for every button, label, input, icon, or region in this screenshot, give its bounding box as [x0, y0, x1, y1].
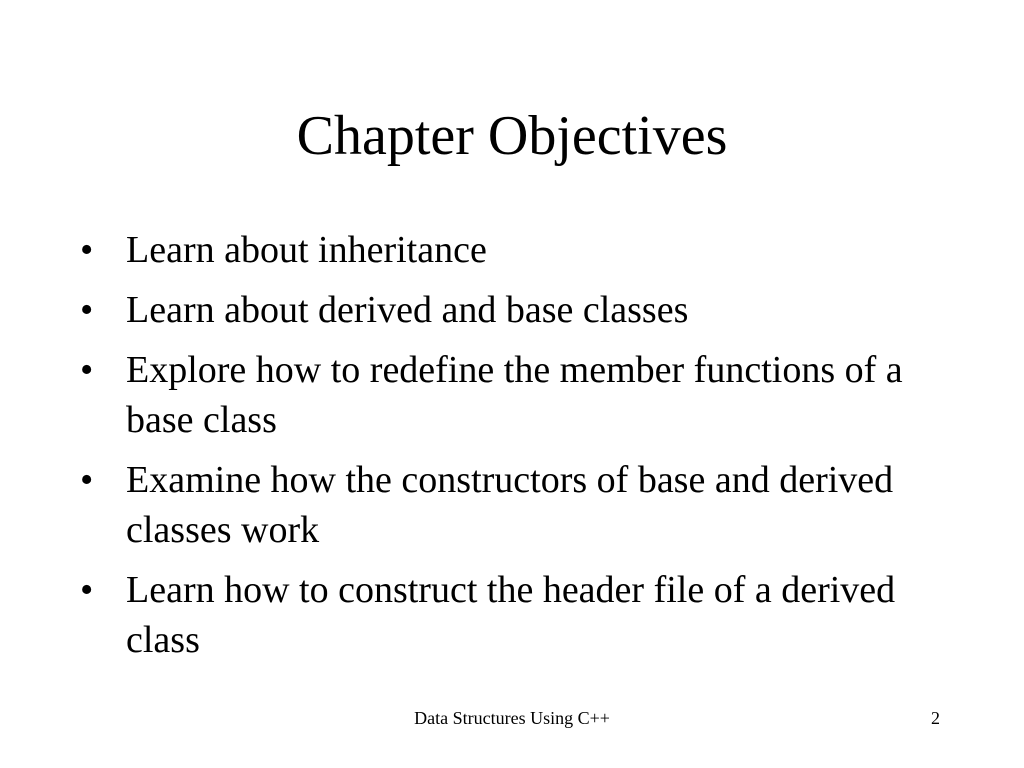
bullet-icon: •	[80, 349, 94, 391]
bullet-icon: •	[80, 229, 94, 271]
bullet-text: Learn how to construct the header file of a derived class	[126, 569, 896, 661]
bullet-item	[80, 565, 940, 665]
bullet-text: Explore how to redefine the member functions of a base class	[126, 349, 903, 441]
bullet-item	[80, 345, 940, 445]
footer-text: Data Structures Using C++	[414, 708, 610, 728]
bullet-icon: •	[80, 569, 94, 611]
bullet-item	[80, 225, 940, 275]
bullet-item	[80, 455, 940, 555]
bullet-item	[80, 285, 940, 335]
bullet-icon: •	[80, 289, 94, 331]
slide-title: Chapter Objectives	[296, 105, 728, 167]
bullet-text: Learn about inheritance	[126, 229, 487, 271]
bullet-list	[80, 225, 940, 675]
bullet-icon: •	[80, 459, 94, 501]
bullet-text: Learn about derived and base classes	[126, 289, 689, 331]
bullet-text: Examine how the constructors of base and derived classes work	[126, 459, 894, 551]
page-number: 2	[931, 708, 940, 728]
